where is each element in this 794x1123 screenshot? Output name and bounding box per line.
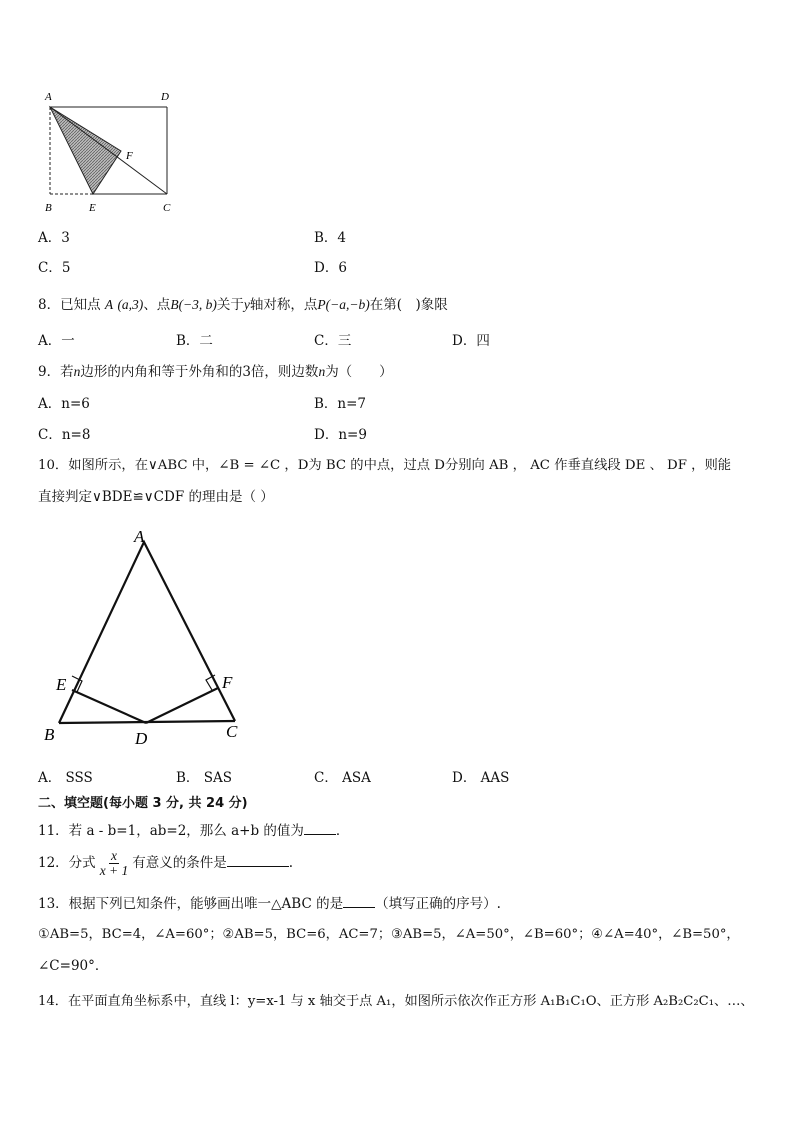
label-E: E: [56, 675, 67, 694]
q12-text-3: .: [288, 855, 294, 871]
q8-coord-p: (−a,−b): [325, 297, 370, 312]
q12-text-1: 12．分式: [38, 855, 96, 871]
q13-answer-blank[interactable]: [343, 894, 375, 908]
q8-point-a: A: [104, 297, 114, 312]
label-A: A: [134, 527, 145, 546]
q12-text-2: 有意义的条件是: [132, 855, 227, 871]
triangle-figure: [36, 522, 256, 752]
q9-text-3: 为（ ）: [325, 364, 393, 380]
q9-n-2: n: [318, 364, 326, 379]
q11-text-2: ．: [335, 823, 350, 839]
label-C: C: [163, 202, 171, 214]
q10-line-2: 直接判定∨BDE≌∨CDF 的理由是（ ）: [38, 489, 274, 505]
q10-line-1: 10．如图所示，在∨ABC 中，∠B = ∠C ，D为 BC 的中点，过点 D分别向 AB ， AC 作垂直线段 DE 、 DF ，则能: [38, 458, 732, 473]
q8-point-p: P: [317, 297, 326, 312]
q8-coord-a: (a,3): [117, 297, 144, 312]
q9-text-1: 若: [60, 364, 74, 380]
q8-coord-b: (−3, b): [178, 297, 217, 312]
label-C: C: [226, 722, 238, 741]
q13-text-2: （填写正确的序号）.: [375, 896, 501, 912]
q8-option-d: D．四: [452, 333, 490, 349]
rectangle-figure: [38, 88, 188, 216]
section-heading: 二、填空题(每小题 3 分, 共 24 分): [38, 796, 248, 811]
q9-option-c: C．n=8: [38, 427, 91, 443]
q7-option-d: D．6: [314, 260, 347, 276]
q9-number: 9．: [38, 364, 61, 380]
q8-point-b: B: [170, 297, 179, 312]
question-11: [38, 821, 349, 840]
q10-option-d: D． AAS: [452, 770, 510, 786]
question-13: [38, 894, 501, 913]
q13-line-3: ∠C=90°．: [38, 958, 109, 974]
fraction-denominator: x + 1: [99, 863, 129, 878]
label-F: F: [126, 150, 133, 162]
q10-option-c: C． ASA: [314, 770, 371, 786]
q9-n-1: n: [73, 364, 81, 379]
q8-option-b: B．二: [176, 333, 213, 349]
q11-text-1: 11．若 a - b=1，ab=2，那么 a+b 的值为: [38, 823, 304, 839]
q9-option-b: B．n=7: [314, 396, 367, 412]
label-D: D: [135, 729, 148, 748]
q8-text-2: 、点: [143, 297, 171, 313]
q8-text-1: 已知点: [60, 297, 105, 313]
q9-option-a: A．n=6: [38, 396, 90, 412]
q9-option-d: D．n=9: [314, 427, 367, 443]
q10-option-b: B． SAS: [176, 770, 232, 786]
q8-option-c: C．三: [314, 333, 352, 349]
question-8: [38, 296, 448, 314]
q8-axis: y: [243, 297, 250, 312]
q12-answer-blank[interactable]: [227, 853, 289, 867]
q7-option-c: C．5: [38, 260, 71, 276]
label-E: E: [89, 202, 96, 214]
q11-answer-blank[interactable]: [304, 821, 336, 835]
q8-text-5: 在第( )象限: [369, 297, 448, 313]
label-B: B: [44, 725, 55, 744]
label-F: F: [222, 673, 233, 692]
q9-text-2: 边形的内角和等于外角和的3倍，则边数: [80, 364, 319, 380]
question-14: 14．在平面直角坐标系中，直线 l：y=x-1 与 x 轴交于点 A₁，如图所示依次作正方形 A₁B₁C₁O、正方形 A₂B₂C₂C₁、…、: [38, 994, 754, 1009]
label-B: B: [45, 202, 52, 214]
q8-text-4: 轴对称，点: [249, 297, 318, 313]
label-A: A: [45, 91, 52, 103]
question-12: [38, 849, 293, 878]
q8-option-a: A．一: [38, 333, 75, 349]
fraction-numerator: x: [110, 848, 117, 863]
q7-option-a: A．3: [38, 230, 70, 246]
shaded-triangle: [50, 107, 121, 194]
q10-option-a: A． SSS: [38, 770, 93, 786]
q8-number: 8．: [38, 297, 61, 313]
question-9: [38, 363, 393, 381]
q13-text-1: 13．根据下列已知条件，能够画出唯一△ABC 的是: [38, 896, 344, 912]
q8-text-3: 关于: [216, 297, 244, 313]
q7-option-b: B．4: [314, 230, 347, 246]
fraction: [98, 849, 131, 878]
label-D: D: [161, 91, 169, 103]
q13-line-2: ①AB=5，BC=4，∠A=60°；②AB=5，BC=6，AC=7；③AB=5，∠A=50°，∠B=60°；④∠A=40°，∠B=50°，: [38, 927, 740, 942]
